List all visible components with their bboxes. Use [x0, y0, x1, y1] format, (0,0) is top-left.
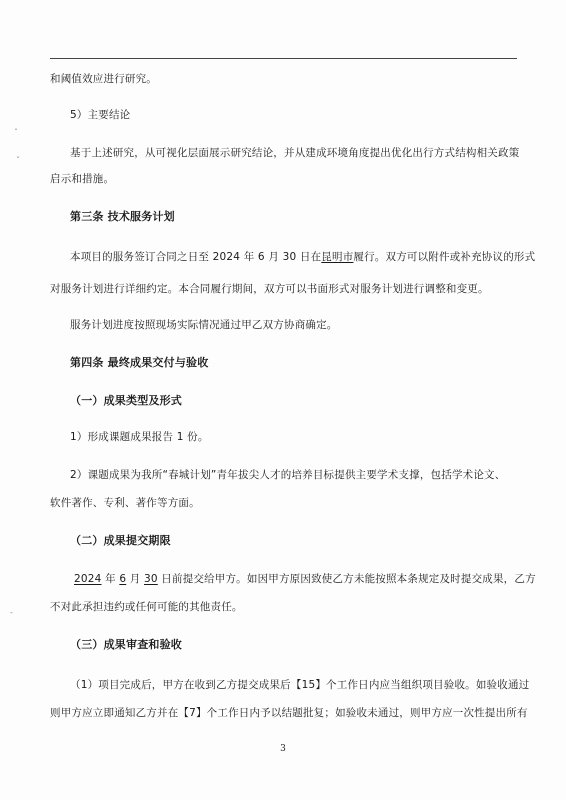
- section-heading: 第四条 最终成果交付与验收: [70, 356, 209, 369]
- underlined-text: 6: [119, 573, 127, 585]
- text-run: 日前提交给甲方。如因甲方原因致使乙方未能按照本条规定及时提交成果，乙方: [157, 573, 536, 585]
- header-rule: [50, 58, 517, 59]
- paragraph-line: [74, 572, 536, 586]
- text-run: 履行。双方可以附件或补充协议的形式: [353, 251, 536, 263]
- underlined-text: 2024: [74, 573, 102, 585]
- scan-mark: ˇ: [16, 156, 20, 165]
- paragraph-line: 和阈值效应进行研究。: [50, 73, 157, 85]
- paragraph-line: 启示和措施。: [50, 173, 115, 185]
- text-run: 本项目的服务签订合同之日至 2024 年 6 月 30 日在: [70, 251, 322, 263]
- underlined-text: 昆明市: [321, 251, 354, 263]
- text-run: 月: [126, 573, 144, 585]
- list-item: 5）主要结论: [70, 109, 131, 121]
- scan-mark: -: [10, 608, 13, 617]
- paragraph-line: 基于上述研究，从可视化层面展示研究结论，并从建成环境角度提出优化出行方式结构相关政策: [70, 147, 520, 159]
- subsection-heading: （三）成果审查和验收: [70, 638, 182, 651]
- paragraph-line: 对服务计划进行详细约定。本合同履行期间，双方可以书面形式对服务计划进行调整和变更。: [50, 283, 489, 295]
- paragraph-line: [70, 250, 535, 264]
- paragraph-line: 2）课题成果为我所“春城计划”青年拔尖人才的培养目标提供主要学术支撑，包括学术论文、: [70, 469, 506, 481]
- paragraph-line: 软件著作、专利、著作等方面。: [50, 497, 200, 509]
- underlined-text: 30: [143, 573, 158, 585]
- paragraph-line: 服务计划进度按照现场实际情况通过甲乙双方协商确定。: [70, 319, 338, 331]
- paragraph-line: （1）项目完成后，甲方在收到乙方提交成果后【15】个工作日内应当组织项目验收。如验收通过: [70, 679, 530, 691]
- scan-mark: ˇ: [14, 128, 18, 137]
- section-heading: 第三条 技术服务计划: [70, 210, 175, 223]
- list-item: 1）形成课题成果报告 1 份。: [70, 431, 209, 443]
- text-run: 年: [101, 573, 120, 585]
- subsection-heading: （二）成果提交期限: [70, 534, 171, 547]
- paragraph-line: 不对此承担违约或任何可能的其他责任。: [50, 601, 243, 613]
- paragraph-line: 则甲方应立即通知乙方并在【7】个工作日内予以结题批复；如验收未通过，则甲方应一次性提出所有: [50, 707, 528, 719]
- subsection-heading: （一）成果类型及形式: [70, 394, 182, 407]
- page-number: 3: [280, 744, 286, 754]
